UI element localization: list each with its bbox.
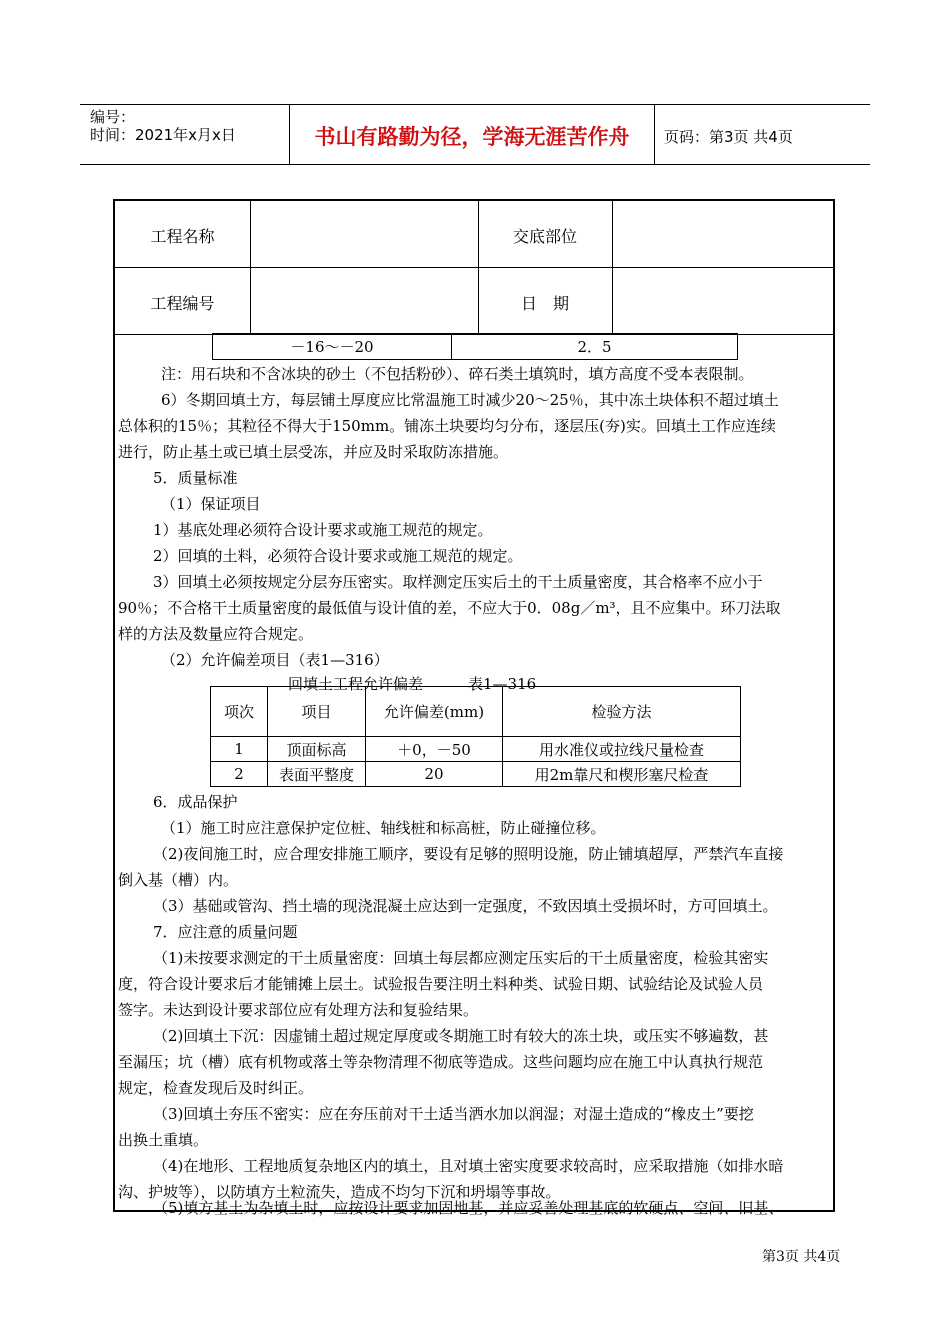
subsection-heading: （1）保证项目 [161,495,261,513]
paragraph: 6）冬期回填土方，每层铺土厚度应比常温施工时减少20～25％，其中冻土块体积不超过填土 [161,391,779,409]
paragraph: 样的方法及数量应符合规定。 [118,625,314,643]
table-header: 项次 [211,687,268,737]
paragraph: 出换土重填。 [118,1131,209,1149]
table-cell: 1 [211,737,268,762]
header-divider [654,104,655,165]
paragraph: （3)回填土夯压不密实：应在夯压前对干土适当洒水加以润湿；对湿土造成的“橡皮土”要挖 [153,1105,754,1123]
section-heading: 7．应注意的质量问题 [153,923,298,941]
paragraph: （1）施工时应注意保护定位桩、轴线桩和标高桩，防止碰撞位移。 [161,819,606,837]
form-col-divider [478,201,479,334]
table-header: 检验方法 [503,687,741,737]
paragraph: 沟、护坡等），以防填方土粒流失，造成不均匀下沉和坍塌等事故。 [118,1183,561,1201]
deviation-table [210,686,741,787]
table-caption: 回填土工程允许偏差 表1—316 [288,675,537,693]
section-heading: 6．成品保护 [153,793,238,811]
table-cell: 2．5 [452,334,738,360]
paragraph: 至漏压；坑（槽）底有机物或落土等杂物清理不彻底等造成。这些问题均应在施工中认真执行规范 [118,1053,764,1071]
layer-thickness-table [212,333,738,360]
paragraph: 总体积的15％；其粒径不得大于150mm。铺冻土块要均匀分布，逐层压(夯)实。回填土工作应连续 [118,417,776,435]
table-header: 允许偏差(mm) [366,687,503,737]
header-top-rule [80,104,870,105]
disclosure-label: 交底部位 [512,227,577,246]
table-cell: 用水准仪或拉线尺量检查 [503,737,741,762]
table-cell: －16～－20 [213,334,452,360]
paragraph: 规定，检查发现后及时纠正。 [118,1079,314,1097]
paragraph: （1)未按要求测定的干土质量密度：回填土每层都应测定压实后的干土质量密度，检验其密实 [153,949,769,967]
subsection-heading: （2）允许偏差项目（表1—316） [161,651,389,669]
header-number-label: 编号： [90,108,136,126]
paragraph: 1）基底处理必须符合设计要求或施工规范的规定。 [153,521,493,539]
footer-page-number: 第3页 共4页 [762,1249,841,1265]
paragraph: 进行，防止基土或已填土层受冻，并应及时采取防冻措施。 [118,443,509,461]
header-motto: 书山有路勤为径，学海无涯苦作舟 [314,125,630,149]
table-header-row [211,687,741,737]
table-row [211,737,741,762]
header-time-label: 时间：2021年x月x日 [90,126,236,144]
table-cell: 20 [366,762,503,787]
table-cell: ＋0，－50 [366,737,503,762]
paragraph: （2)夜间施工时，应合理安排施工顺序，要设有足够的照明设施，防止铺填超厚，严禁汽车直接 [153,845,784,863]
header-page-info: 页码：第3页 共4页 [664,128,793,146]
paragraph: 3）回填土必须按规定分层夯压密实。取样测定压实后土的干土质量密度，其合格率不应小于 [153,573,763,591]
project-no-label: 工程编号 [150,294,215,313]
table-cell: 顶面标高 [268,737,366,762]
form-row-divider [115,267,833,268]
form-col-divider [250,201,251,334]
date-label: 日 期 [520,294,569,313]
paragraph: （5)填方基土为杂填土时，应按设计要求加固地基，并应妥善处理基底的软硬点、空间、旧基、 [153,1199,784,1217]
paragraph: 90％；不合格干土质量密度的最低值与设计值的差，不应大于0．08g／m³，且不应集中。环刀法取 [118,599,781,617]
table-cell: 表面平整度 [268,762,366,787]
paragraph: （3）基础或管沟、挡土墙的现浇混凝土应达到一定强度，不致因填土受损坏时，方可回填土。 [153,897,778,915]
table-header: 项目 [268,687,366,737]
project-name-label: 工程名称 [150,227,215,246]
section-heading: 5．质量标准 [153,469,238,487]
paragraph: 签字。未达到设计要求部位应有处理方法和复验结果。 [118,1001,479,1019]
form-col-divider [612,201,613,334]
paragraph: 度，符合设计要求后才能铺摊上层土。试验报告要注明土料种类、试验日期、试验结论及试验人员 [118,975,764,993]
table-cell: 2 [211,762,268,787]
paragraph: 倒入基（槽）内。 [118,871,239,889]
table-cell: 用2m靠尺和楔形塞尺检查 [503,762,741,787]
paragraph: 注：用石块和不含冰块的砂土（不包括粉砂）、碎石类土填筑时，填方高度不受本表限制。 [161,365,754,383]
header-bottom-rule [80,164,870,165]
table-row [211,762,741,787]
paragraph: 2）回填的土料，必须符合设计要求或施工规范的规定。 [153,547,523,565]
paragraph: （4)在地形、工程地质复杂地区内的填土，且对填土密实度要求较高时，应采取措施（如排水暗 [153,1157,784,1175]
paragraph: （2)回填土下沉：因虚铺土超过规定厚度或冬期施工时有较大的冻土块，或压实不够遍数，甚 [153,1027,769,1045]
